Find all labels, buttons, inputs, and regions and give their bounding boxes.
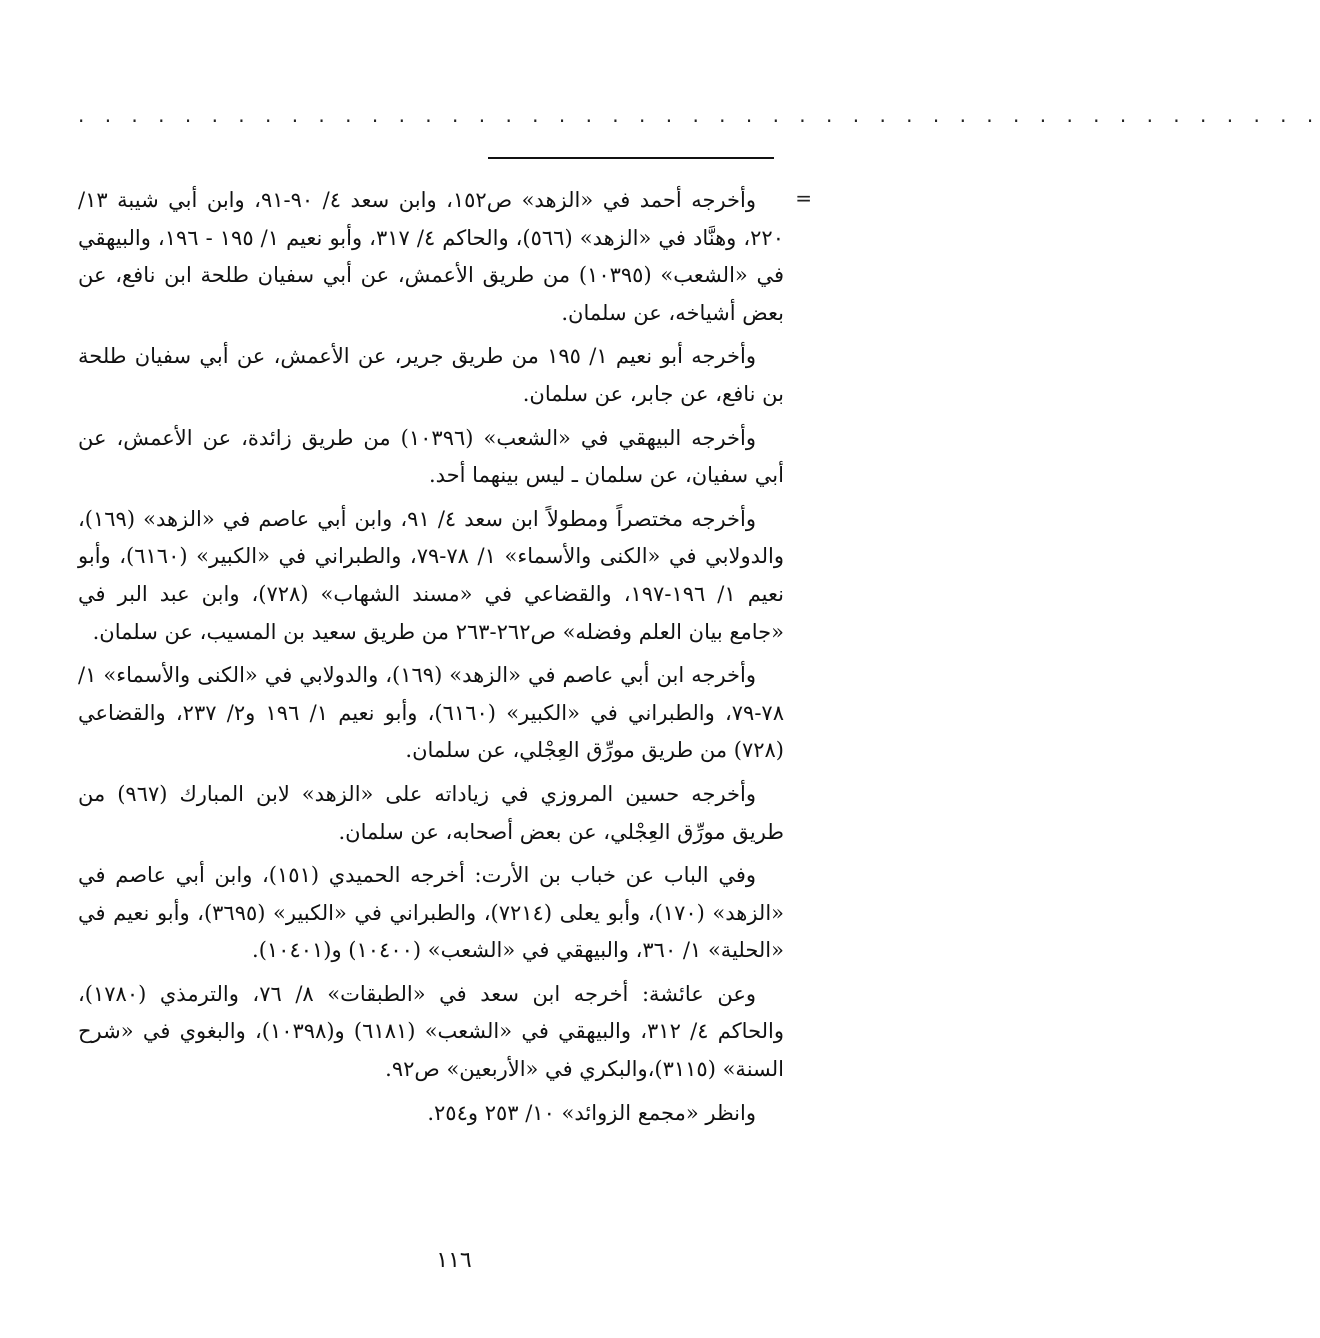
footnote-paragraph: وفي الباب عن خباب بن الأرت: أخرجه الحميدي (١٥١)، وابن أبي عاصم في «الزهد» (١٧٠)، وأبو يعلى (٧٢١٤)، والطبراني في «الكبير» (٣٦٩٥)، وأبو نعيم في «الحلية» ١/ ٣٦٠، والبيهقي في «الشعب» (١٠٤٠٠) و(١٠٤٠١).: [78, 863, 785, 963]
footnote-paragraph: وأخرجه أبو نعيم ١/ ١٩٥ من طريق جرير، عن الأعمش، عن أبي سفيان طلحة بن نافع، عن جابر، عن سلمان.: [78, 344, 784, 406]
continuation-mark: =: [795, 186, 812, 210]
footnote-paragraph: وانظر «مجمع الزوائد» ١٠/ ٢٥٣ و٢٥٤.: [427, 1100, 756, 1125]
footnote-paragraph: وأخرجه حسين المروزي في زياداته على «الزهد» لابن المبارك (٩٦٧) من طريق مورِّق العِجْلي، عن بعض أصحابه، عن سلمان.: [78, 781, 784, 844]
footnotes: [78, 182, 784, 1138]
footnote-paragraph: وأخرجه ابن أبي عاصم في «الزهد» (١٦٩)، والدولابي في «الكنى والأسماء» ١/ ٧٨-٧٩، والطبراني في «الكبير» (٦١٦٠)، وأبو نعيم ١/ ١٩٦ و٢/ ٢٣٧، والقضاعي (٧٢٨) من طريق مورِّق العِجْلي، عن سلمان.: [78, 663, 784, 763]
footnote-paragraph: وعن عائشة: أخرجه ابن سعد في «الطبقات» ٨/ ٧٦، والترمذي (١٧٨٠)، والحاكم ٤/ ٣١٢، والبيهقي في «الشعب» (٦١٨١) و(١٠٣٩٨)، والبغوي في «شرح السنة» (٣١١٥)،والبكري في «الأربعين» ص٩٢.: [78, 981, 785, 1082]
footnote-paragraph: وأخرجه مختصراً ومطولاً ابن سعد ٤/ ٩١، وابن أبي عاصم في «الزهد» (١٦٩)، والدولابي في «الكنى والأسماء» ١/ ٧٨-٧٩، والطبراني في «الكبير» (٦١٦٠)، وأبو نعيم ١/ ١٩٦-١٩٧، والقضاعي في «مسند الشهاب» (٧٢٨)، وابن عبد البر في «جامع بيان العلم وفضله» ص٢٦٢-٢٦٣ من طريق سعيد بن المسيب، عن سلمان.: [78, 506, 784, 644]
footnote-paragraph: وأخرجه البيهقي في «الشعب» (١٠٣٩٦) من طريق زائدة، عن الأعمش، عن أبي سفيان، عن سلمان ـ ليس بينهما أحد.: [78, 425, 784, 488]
footnote-rule: [488, 157, 774, 159]
ellipsis-separator: . . . . . . . . . . . . . . . . . . . . . . . . . . . . . . . . . . . . . . . . . . . . . . .: [78, 103, 1320, 127]
page-number: ١١٦: [436, 1248, 472, 1273]
footnote-paragraph: وأخرجه أحمد في «الزهد» ص١٥٢، وابن سعد ٤/ ٩٠-٩١، وابن أبي شيبة ١٣/ ٢٢٠، وهنَّاد في «الزهد» (٥٦٦)، والحاكم ٤/ ٣١٧، وأبو نعيم ١/ ١٩٥ - ١٩٦، والبيهقي في «الشعب» (١٠٣٩٥) من طريق الأعمش، عن أبي سفيان طلحة ابن نافع، عن بعض أشياخه، عن سلمان.: [78, 188, 784, 325]
